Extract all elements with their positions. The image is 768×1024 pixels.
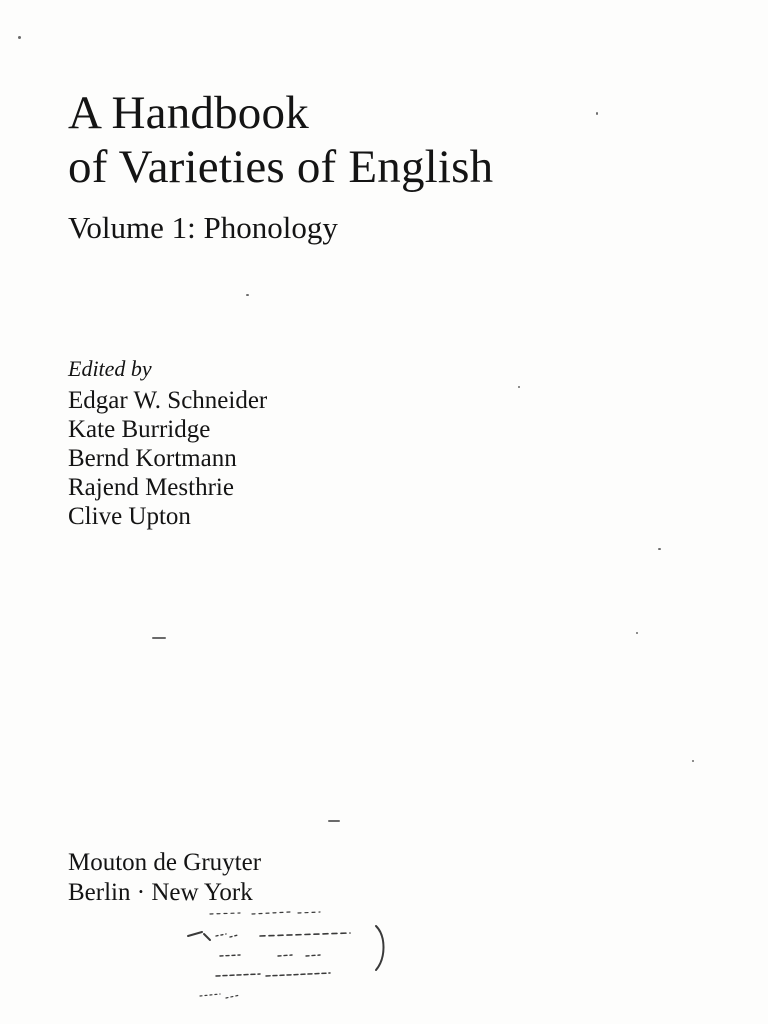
volume-subtitle: Volume 1: Phonology	[68, 210, 338, 245]
title-line-2: of Varieties of English	[68, 141, 494, 193]
editor-name: Edgar W. Schneider	[68, 387, 268, 414]
scan-speck	[596, 112, 598, 115]
scan-speck	[692, 760, 694, 762]
editors-block	[68, 354, 267, 531]
publisher-block	[68, 848, 261, 908]
scan-speck	[152, 637, 166, 639]
scan-speck	[518, 386, 520, 388]
edited-by-label: Edited by	[68, 356, 152, 381]
title-line-1: A Handbook	[68, 87, 309, 139]
editor-name: Kate Burridge	[68, 416, 211, 443]
library-stamp-mark	[180, 906, 400, 1006]
scan-speck	[658, 548, 661, 550]
scan-speck	[246, 294, 249, 296]
book-title	[68, 86, 493, 194]
scan-speck	[18, 36, 21, 39]
editor-name: Clive Upton	[68, 503, 191, 530]
scan-speck	[636, 632, 638, 634]
publisher-name: Mouton de Gruyter	[68, 849, 262, 876]
editor-name: Rajend Mesthrie	[68, 474, 234, 501]
scan-speck	[328, 820, 340, 822]
publisher-location: Berlin · New York	[68, 879, 253, 906]
editor-name: Bernd Kortmann	[68, 445, 237, 472]
